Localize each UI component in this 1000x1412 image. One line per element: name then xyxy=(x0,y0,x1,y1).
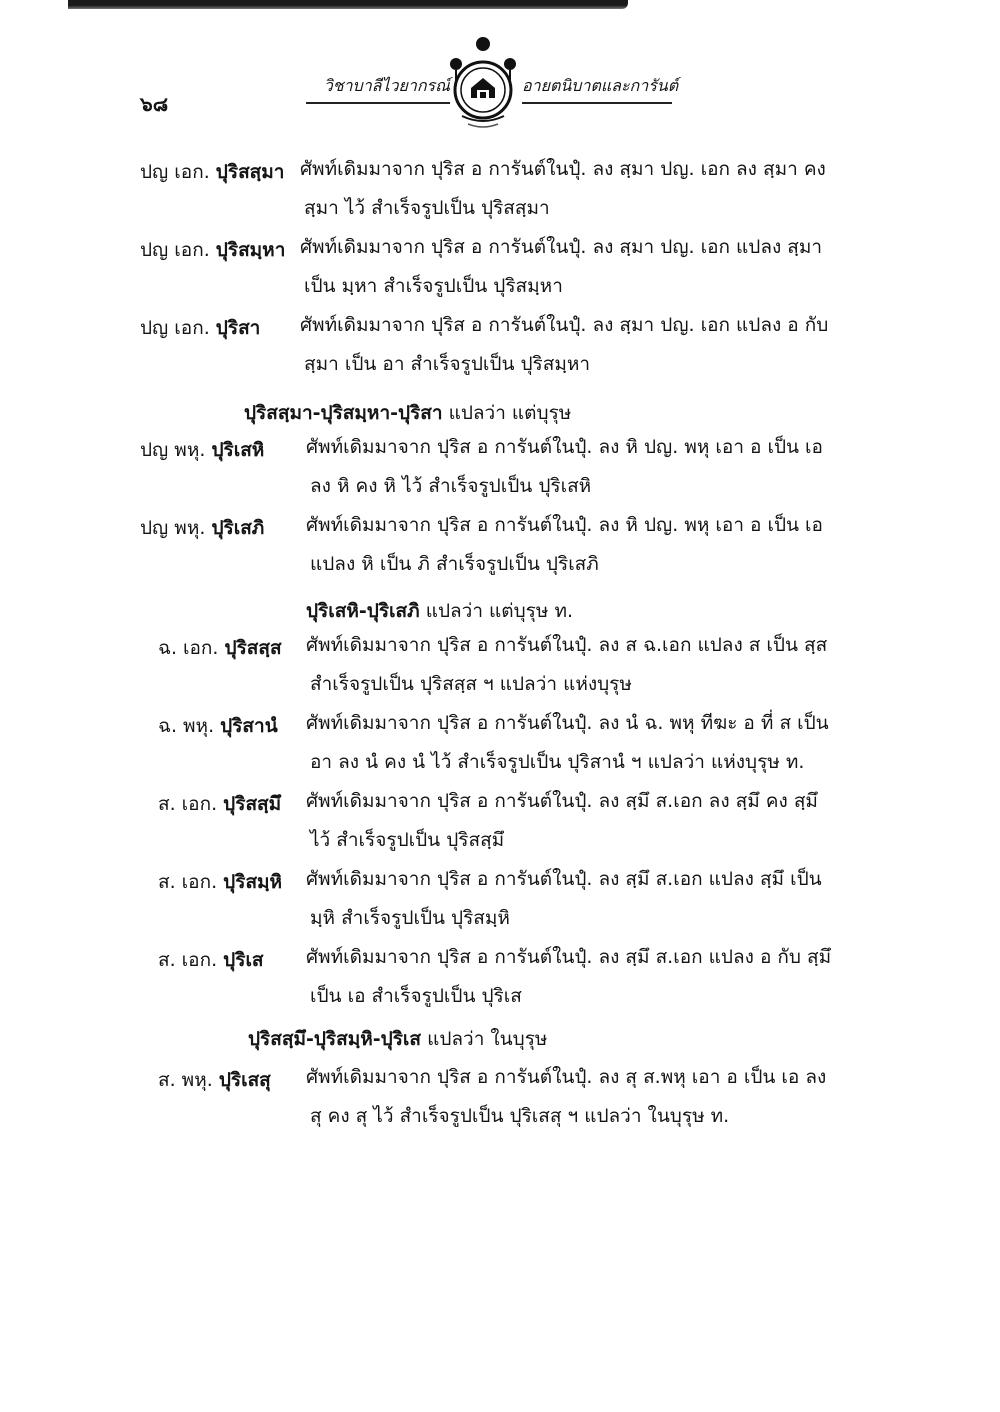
entry-line: สำเร็จรูปเป็น ปุริสสฺส ฯ แปลว่า แห่งบุรุษ xyxy=(310,673,632,695)
headword: ปุริเสสุ xyxy=(218,1069,271,1091)
headword: ปุริสสฺส xyxy=(224,637,282,659)
case-label: ปญ เอก. xyxy=(140,239,210,261)
headword: ปุริสสฺมา xyxy=(215,161,285,183)
headword: ปุริสา xyxy=(215,317,261,339)
case-label: ส. เอก. xyxy=(158,793,218,815)
entry-line: ศัพท์เดิมมาจาก ปุริส อ การันต์ในปุํ. ลง สุ ส.พหุ เอา อ เป็น เอ ลง xyxy=(306,1066,827,1088)
summary-meaning: แปลว่า ในบุรุษ xyxy=(427,1028,548,1050)
entry-line: ศัพท์เดิมมาจาก ปุริส อ การันต์ในปุํ. ลง สฺมา ปญ. เอก แปลง อ กับ xyxy=(300,314,829,336)
header-right-title: อายตนิบาตและการันต์ xyxy=(522,74,672,104)
page-number: ๖๘ xyxy=(140,92,169,116)
summary-meaning: แปลว่า แต่บุรุษ xyxy=(448,402,572,424)
case-label: ปญ พหุ. xyxy=(140,439,206,461)
entry-line: แปลง หิ เป็น ภิ สำเร็จรูปเป็น ปุริเสภิ xyxy=(310,553,599,575)
entry-line: สุ คง สุ ไว้ สำเร็จรูปเป็น ปุริเสสุ ฯ แปลว่า ในบุรุษ ท. xyxy=(310,1105,730,1127)
summary-words: ปุริสสฺมึ-ปุริสมฺหิ-ปุริเส xyxy=(248,1028,422,1050)
entry-line: เป็น มฺหา สำเร็จรูปเป็น ปุริสมฺหา xyxy=(304,275,563,297)
summary-meaning: แปลว่า แต่บุรุษ ท. xyxy=(425,600,574,622)
entry-line: สฺมา เป็น อา สำเร็จรูปเป็น ปุริสมฺหา xyxy=(304,353,591,375)
entry-line: ไว้ สำเร็จรูปเป็น ปุริสสฺมึ xyxy=(310,829,505,851)
scan-top-edge xyxy=(68,0,628,9)
summary-line xyxy=(244,398,571,428)
case-label: ฉ. พหุ. xyxy=(158,715,215,737)
entry-line: มฺหิ สำเร็จรูปเป็น ปุริสมฺหิ xyxy=(310,907,510,929)
headword: ปุริเส xyxy=(223,949,264,971)
headword: ปุริสานํ xyxy=(220,715,278,737)
entry-line: ศัพท์เดิมมาจาก ปุริส อ การันต์ในปุํ. ลง สฺมึ ส.เอก แปลง อ กับ สฺมึ xyxy=(306,946,832,968)
header-left-title: วิชาบาลีไวยากรณ์ xyxy=(306,74,450,104)
case-label: ปญ เอก. xyxy=(140,317,210,339)
entry-line: ศัพท์เดิมมาจาก ปุริส อ การันต์ในปุํ. ลง หิ ปญ. พหุ เอา อ เป็น เอ xyxy=(306,436,823,458)
headword: ปุริเสภิ xyxy=(211,517,265,539)
case-label: ปญ เอก. xyxy=(140,161,210,183)
case-label: ส. เอก. xyxy=(158,871,218,893)
entry-line: ศัพท์เดิมมาจาก ปุริส อ การันต์ในปุํ. ลง สฺมึ ส.เอก แปลง สฺมึ เป็น xyxy=(306,868,822,890)
summary-words: ปุริสสฺมา-ปุริสมฺหา-ปุริสา xyxy=(244,402,443,424)
temple-seal-icon xyxy=(442,34,524,132)
entry-line: ศัพท์เดิมมาจาก ปุริส อ การันต์ในปุํ. ลง ส ฉ.เอก แปลง ส เป็น สฺส xyxy=(306,634,828,656)
entry-line: ศัพท์เดิมมาจาก ปุริส อ การันต์ในปุํ. ลง สฺมา ปญ. เอก แปลง สฺมา xyxy=(300,236,823,258)
summary-words: ปุริเสหิ-ปุริเสภิ xyxy=(306,600,420,622)
headword: ปุริเสหิ xyxy=(211,439,265,461)
entry-line: เป็น เอ สำเร็จรูปเป็น ปุริเส xyxy=(310,985,522,1007)
case-label: ฉ. เอก. xyxy=(158,637,219,659)
entry-line: ศัพท์เดิมมาจาก ปุริส อ การันต์ในปุํ. ลง นํ ฉ. พหุ ทีฆะ อ ที่ ส เป็น xyxy=(306,712,829,734)
entry-line: ศัพท์เดิมมาจาก ปุริส อ การันต์ในปุํ. ลง หิ ปญ. พหุ เอา อ เป็น เอ xyxy=(306,514,823,536)
entry-line: ลง หิ คง หิ ไว้ สำเร็จรูปเป็น ปุริเสหิ xyxy=(310,475,592,497)
entry-line: อา ลง นํ คง นํ ไว้ สำเร็จรูปเป็น ปุริสานํ ฯ แปลว่า แห่งบุรุษ ท. xyxy=(310,751,805,773)
summary-line xyxy=(248,1024,547,1054)
case-label: ส. เอก. xyxy=(158,949,218,971)
headword: ปุริสมฺหา xyxy=(215,239,286,261)
case-label: ปญ พหุ. xyxy=(140,517,206,539)
entry-line: สฺมา ไว้ สำเร็จรูปเป็น ปุริสสฺมา xyxy=(304,197,550,219)
summary-line xyxy=(306,596,573,626)
headword: ปุริสสฺมึ xyxy=(223,793,282,815)
entry-line: ศัพท์เดิมมาจาก ปุริส อ การันต์ในปุํ. ลง สฺมึ ส.เอก ลง สฺมึ คง สฺมึ xyxy=(306,790,818,812)
entry-line: ศัพท์เดิมมาจาก ปุริส อ การันต์ในปุํ. ลง สฺมา ปญ. เอก ลง สฺมา คง xyxy=(300,158,826,180)
headword: ปุริสมฺหิ xyxy=(223,871,283,893)
case-label: ส. พหุ. xyxy=(158,1069,213,1091)
